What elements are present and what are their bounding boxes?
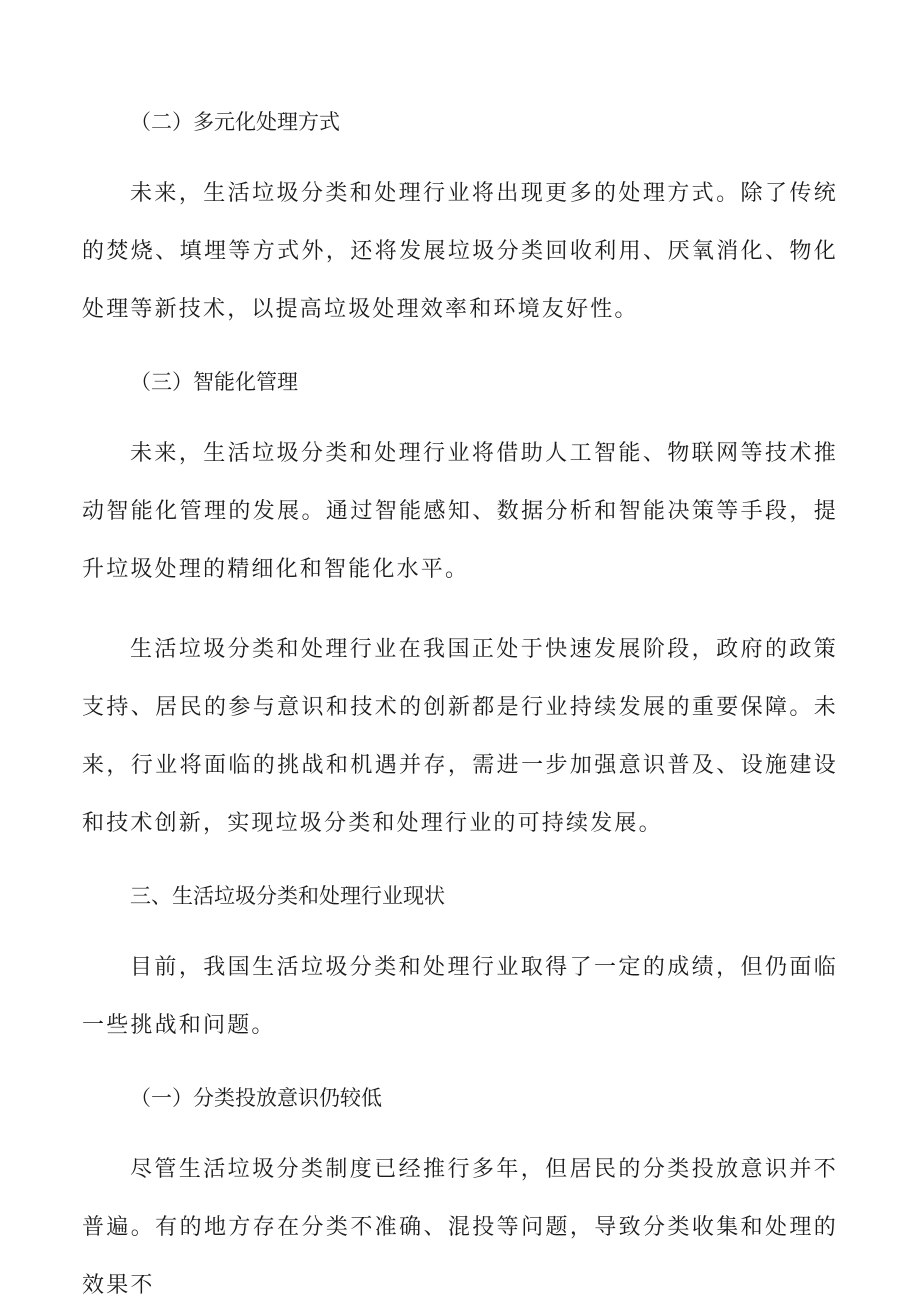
paragraph-intelligent-management: 未来，生活垃圾分类和处理行业将借助人工智能、物联网等技术推动智能化管理的发展。通过智能感知、数据分析和智能决策等手段，提升垃圾处理的精细化和智能化水平。 — [82, 441, 838, 582]
paragraph-diversified-treatment: 未来，生活垃圾分类和处理行业将出现更多的处理方式。除了传统的焚烧、填埋等方式外，还将发展垃圾分类回收利用、厌氧消化、物化处理等新技术，以提高垃圾处理效率和环境友好性。 — [82, 181, 838, 322]
section-heading-intelligent-management: （三）智能化管理 — [130, 370, 298, 394]
paragraph-industry-summary: 生活垃圾分类和处理行业在我国正处于快速发展阶段，政府的政策支持、居民的参与意识和技术的创新都是行业持续发展的重要保障。未来，行业将面临的挑战和机遇并存，需进一步加强意识普及、设施建设和技术创新，实现垃圾分类和处理行业的可持续发展。 — [82, 637, 838, 836]
paragraph-low-awareness: 尽管生活垃圾分类制度已经推行多年，但居民的分类投放意识并不普遍。有的地方存在分类不准确、混投等问题，导致分类收集和处理的效果不 — [82, 1157, 838, 1298]
section-heading-low-awareness: （一）分类投放意识仍较低 — [130, 1086, 382, 1110]
section-heading-diversified-treatment: （二）多元化处理方式 — [130, 110, 340, 134]
paragraph-industry-status: 目前，我国生活垃圾分类和处理行业取得了一定的成绩，但仍面临一些挑战和问题。 — [82, 955, 838, 1038]
chapter-heading-industry-status: 三、生活垃圾分类和处理行业现状 — [130, 884, 445, 908]
document-body — [82, 99, 838, 1315]
